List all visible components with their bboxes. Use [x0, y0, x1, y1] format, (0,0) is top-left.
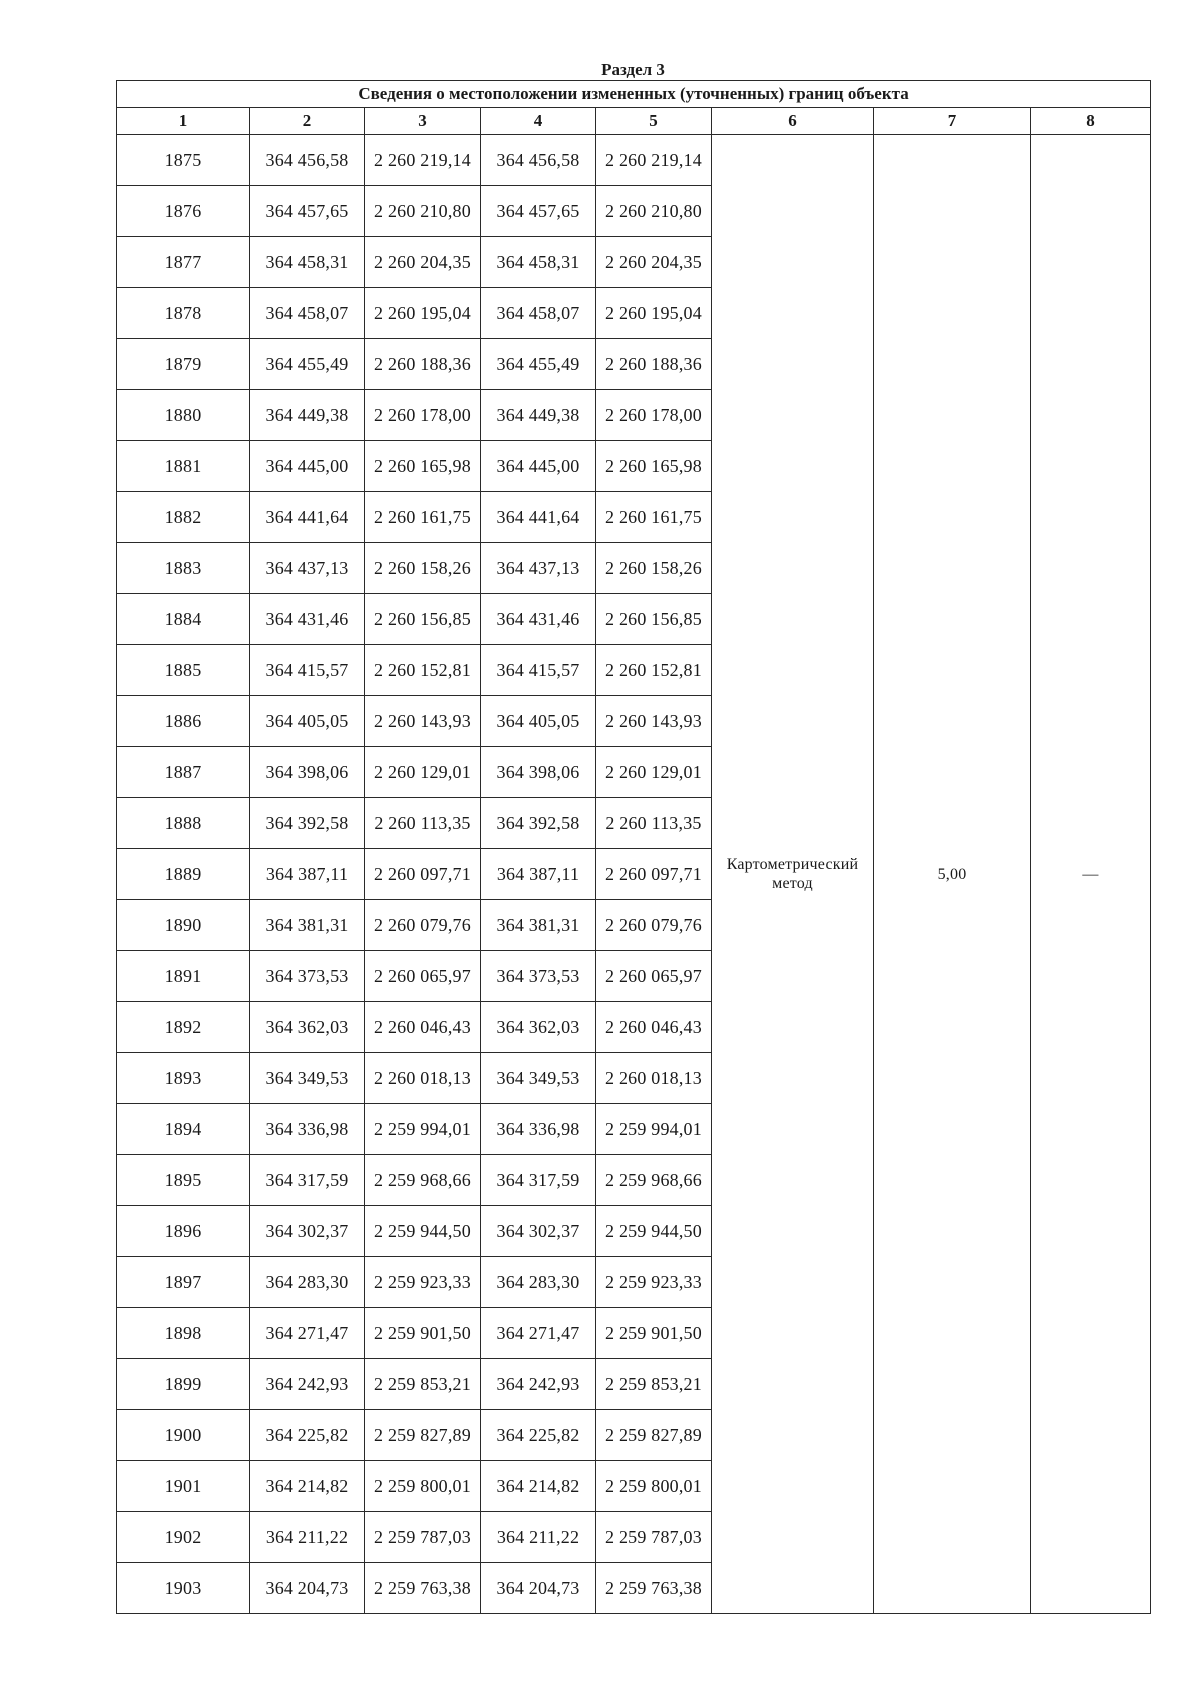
point-number-cell: 1877	[117, 237, 250, 288]
x-new-cell: 364 445,00	[481, 441, 596, 492]
point-number-cell: 1889	[117, 849, 250, 900]
y-old-cell: 2 259 853,21	[365, 1359, 481, 1410]
y-old-cell: 2 259 763,38	[365, 1563, 481, 1614]
x-old-cell: 364 336,98	[250, 1104, 365, 1155]
y-new-cell: 2 260 097,71	[596, 849, 712, 900]
y-new-cell: 2 259 994,01	[596, 1104, 712, 1155]
x-old-cell: 364 458,07	[250, 288, 365, 339]
x-old-cell: 364 456,58	[250, 135, 365, 186]
y-new-cell: 2 259 901,50	[596, 1308, 712, 1359]
section-title: Раздел 3	[601, 60, 665, 79]
y-old-cell: 2 260 210,80	[365, 186, 481, 237]
x-old-cell: 364 283,30	[250, 1257, 365, 1308]
y-new-cell: 2 260 018,13	[596, 1053, 712, 1104]
y-old-cell: 2 260 158,26	[365, 543, 481, 594]
accuracy-cell: 5,00	[874, 135, 1031, 1614]
x-old-cell: 364 405,05	[250, 696, 365, 747]
y-old-cell: 2 260 195,04	[365, 288, 481, 339]
table-body	[117, 135, 1151, 1614]
coordinates-table	[116, 80, 1151, 1614]
point-number-cell: 1900	[117, 1410, 250, 1461]
x-old-cell: 364 441,64	[250, 492, 365, 543]
y-old-cell: 2 260 065,97	[365, 951, 481, 1002]
x-new-cell: 364 431,46	[481, 594, 596, 645]
y-old-cell: 2 260 143,93	[365, 696, 481, 747]
y-old-cell: 2 259 800,01	[365, 1461, 481, 1512]
y-new-cell: 2 259 800,01	[596, 1461, 712, 1512]
y-new-cell: 2 259 968,66	[596, 1155, 712, 1206]
y-old-cell: 2 260 156,85	[365, 594, 481, 645]
point-number-cell: 1884	[117, 594, 250, 645]
x-new-cell: 364 387,11	[481, 849, 596, 900]
column-number-row	[117, 108, 1151, 135]
point-number-cell: 1887	[117, 747, 250, 798]
x-old-cell: 364 415,57	[250, 645, 365, 696]
x-new-cell: 364 349,53	[481, 1053, 596, 1104]
x-old-cell: 364 457,65	[250, 186, 365, 237]
x-old-cell: 364 392,58	[250, 798, 365, 849]
x-old-cell: 364 449,38	[250, 390, 365, 441]
y-old-cell: 2 260 152,81	[365, 645, 481, 696]
y-new-cell: 2 259 787,03	[596, 1512, 712, 1563]
y-old-cell: 2 260 129,01	[365, 747, 481, 798]
x-old-cell: 364 445,00	[250, 441, 365, 492]
point-number-cell: 1883	[117, 543, 250, 594]
x-new-cell: 364 214,82	[481, 1461, 596, 1512]
x-new-cell: 364 449,38	[481, 390, 596, 441]
x-old-cell: 364 242,93	[250, 1359, 365, 1410]
x-old-cell: 364 317,59	[250, 1155, 365, 1206]
point-number-cell: 1875	[117, 135, 250, 186]
column-header: 6	[712, 108, 874, 135]
x-old-cell: 364 437,13	[250, 543, 365, 594]
y-old-cell: 2 260 204,35	[365, 237, 481, 288]
x-old-cell: 364 349,53	[250, 1053, 365, 1104]
y-old-cell: 2 260 219,14	[365, 135, 481, 186]
x-old-cell: 364 204,73	[250, 1563, 365, 1614]
point-number-cell: 1901	[117, 1461, 250, 1512]
y-new-cell: 2 259 944,50	[596, 1206, 712, 1257]
method-cell: Картометрический метод	[712, 135, 874, 1614]
x-new-cell: 364 415,57	[481, 645, 596, 696]
column-header: 5	[596, 108, 712, 135]
x-old-cell: 364 214,82	[250, 1461, 365, 1512]
x-new-cell: 364 458,31	[481, 237, 596, 288]
x-new-cell: 364 437,13	[481, 543, 596, 594]
point-number-cell: 1882	[117, 492, 250, 543]
point-number-cell: 1880	[117, 390, 250, 441]
point-number-cell: 1892	[117, 1002, 250, 1053]
x-old-cell: 364 271,47	[250, 1308, 365, 1359]
y-new-cell: 2 260 178,00	[596, 390, 712, 441]
point-number-cell: 1879	[117, 339, 250, 390]
y-new-cell: 2 260 143,93	[596, 696, 712, 747]
point-number-cell: 1903	[117, 1563, 250, 1614]
point-number-cell: 1881	[117, 441, 250, 492]
x-old-cell: 364 211,22	[250, 1512, 365, 1563]
y-new-cell: 2 260 219,14	[596, 135, 712, 186]
x-new-cell: 364 283,30	[481, 1257, 596, 1308]
x-old-cell: 364 381,31	[250, 900, 365, 951]
point-number-cell: 1885	[117, 645, 250, 696]
x-old-cell: 364 455,49	[250, 339, 365, 390]
y-old-cell: 2 260 097,71	[365, 849, 481, 900]
point-number-cell: 1894	[117, 1104, 250, 1155]
y-new-cell: 2 259 763,38	[596, 1563, 712, 1614]
y-old-cell: 2 260 113,35	[365, 798, 481, 849]
table-row	[117, 135, 1151, 186]
x-old-cell: 364 398,06	[250, 747, 365, 798]
x-old-cell: 364 431,46	[250, 594, 365, 645]
x-new-cell: 364 398,06	[481, 747, 596, 798]
y-new-cell: 2 260 161,75	[596, 492, 712, 543]
column-header: 2	[250, 108, 365, 135]
y-old-cell: 2 259 901,50	[365, 1308, 481, 1359]
y-new-cell: 2 260 195,04	[596, 288, 712, 339]
x-new-cell: 364 441,64	[481, 492, 596, 543]
x-old-cell: 364 362,03	[250, 1002, 365, 1053]
y-new-cell: 2 260 188,36	[596, 339, 712, 390]
y-new-cell: 2 259 827,89	[596, 1410, 712, 1461]
y-new-cell: 2 260 113,35	[596, 798, 712, 849]
y-old-cell: 2 259 787,03	[365, 1512, 481, 1563]
point-number-cell: 1896	[117, 1206, 250, 1257]
x-new-cell: 364 242,93	[481, 1359, 596, 1410]
x-new-cell: 364 381,31	[481, 900, 596, 951]
y-old-cell: 2 260 161,75	[365, 492, 481, 543]
y-new-cell: 2 260 165,98	[596, 441, 712, 492]
y-old-cell: 2 260 188,36	[365, 339, 481, 390]
y-new-cell: 2 260 204,35	[596, 237, 712, 288]
y-new-cell: 2 260 046,43	[596, 1002, 712, 1053]
x-old-cell: 364 373,53	[250, 951, 365, 1002]
y-old-cell: 2 259 968,66	[365, 1155, 481, 1206]
y-new-cell: 2 260 129,01	[596, 747, 712, 798]
column-header: 8	[1031, 108, 1151, 135]
point-number-cell: 1899	[117, 1359, 250, 1410]
x-new-cell: 364 336,98	[481, 1104, 596, 1155]
point-number-cell: 1888	[117, 798, 250, 849]
column-header: 3	[365, 108, 481, 135]
point-number-cell: 1890	[117, 900, 250, 951]
y-old-cell: 2 260 165,98	[365, 441, 481, 492]
table-caption: Сведения о местоположении измененных (уточненных) границ объекта	[117, 81, 1151, 108]
x-old-cell: 364 458,31	[250, 237, 365, 288]
x-new-cell: 364 405,05	[481, 696, 596, 747]
column-header: 1	[117, 108, 250, 135]
point-number-cell: 1876	[117, 186, 250, 237]
x-new-cell: 364 317,59	[481, 1155, 596, 1206]
x-old-cell: 364 387,11	[250, 849, 365, 900]
x-new-cell: 364 456,58	[481, 135, 596, 186]
point-number-cell: 1895	[117, 1155, 250, 1206]
x-new-cell: 364 225,82	[481, 1410, 596, 1461]
point-number-cell: 1886	[117, 696, 250, 747]
y-new-cell: 2 260 158,26	[596, 543, 712, 594]
x-new-cell: 364 458,07	[481, 288, 596, 339]
x-new-cell: 364 271,47	[481, 1308, 596, 1359]
y-old-cell: 2 259 827,89	[365, 1410, 481, 1461]
y-old-cell: 2 259 994,01	[365, 1104, 481, 1155]
x-new-cell: 364 211,22	[481, 1512, 596, 1563]
x-new-cell: 364 302,37	[481, 1206, 596, 1257]
y-old-cell: 2 260 018,13	[365, 1053, 481, 1104]
column-header: 7	[874, 108, 1031, 135]
description-cell: —	[1031, 135, 1151, 1614]
point-number-cell: 1897	[117, 1257, 250, 1308]
y-new-cell: 2 260 210,80	[596, 186, 712, 237]
y-old-cell: 2 259 944,50	[365, 1206, 481, 1257]
y-new-cell: 2 260 079,76	[596, 900, 712, 951]
y-new-cell: 2 259 923,33	[596, 1257, 712, 1308]
x-new-cell: 364 204,73	[481, 1563, 596, 1614]
y-new-cell: 2 260 065,97	[596, 951, 712, 1002]
point-number-cell: 1902	[117, 1512, 250, 1563]
y-new-cell: 2 259 853,21	[596, 1359, 712, 1410]
point-number-cell: 1893	[117, 1053, 250, 1104]
y-old-cell: 2 260 079,76	[365, 900, 481, 951]
point-number-cell: 1898	[117, 1308, 250, 1359]
point-number-cell: 1891	[117, 951, 250, 1002]
x-new-cell: 364 457,65	[481, 186, 596, 237]
x-new-cell: 364 362,03	[481, 1002, 596, 1053]
y-old-cell: 2 259 923,33	[365, 1257, 481, 1308]
column-header: 4	[481, 108, 596, 135]
x-old-cell: 364 302,37	[250, 1206, 365, 1257]
x-new-cell: 364 455,49	[481, 339, 596, 390]
y-old-cell: 2 260 178,00	[365, 390, 481, 441]
point-number-cell: 1878	[117, 288, 250, 339]
y-new-cell: 2 260 152,81	[596, 645, 712, 696]
x-new-cell: 364 373,53	[481, 951, 596, 1002]
y-old-cell: 2 260 046,43	[365, 1002, 481, 1053]
x-old-cell: 364 225,82	[250, 1410, 365, 1461]
x-new-cell: 364 392,58	[481, 798, 596, 849]
y-new-cell: 2 260 156,85	[596, 594, 712, 645]
